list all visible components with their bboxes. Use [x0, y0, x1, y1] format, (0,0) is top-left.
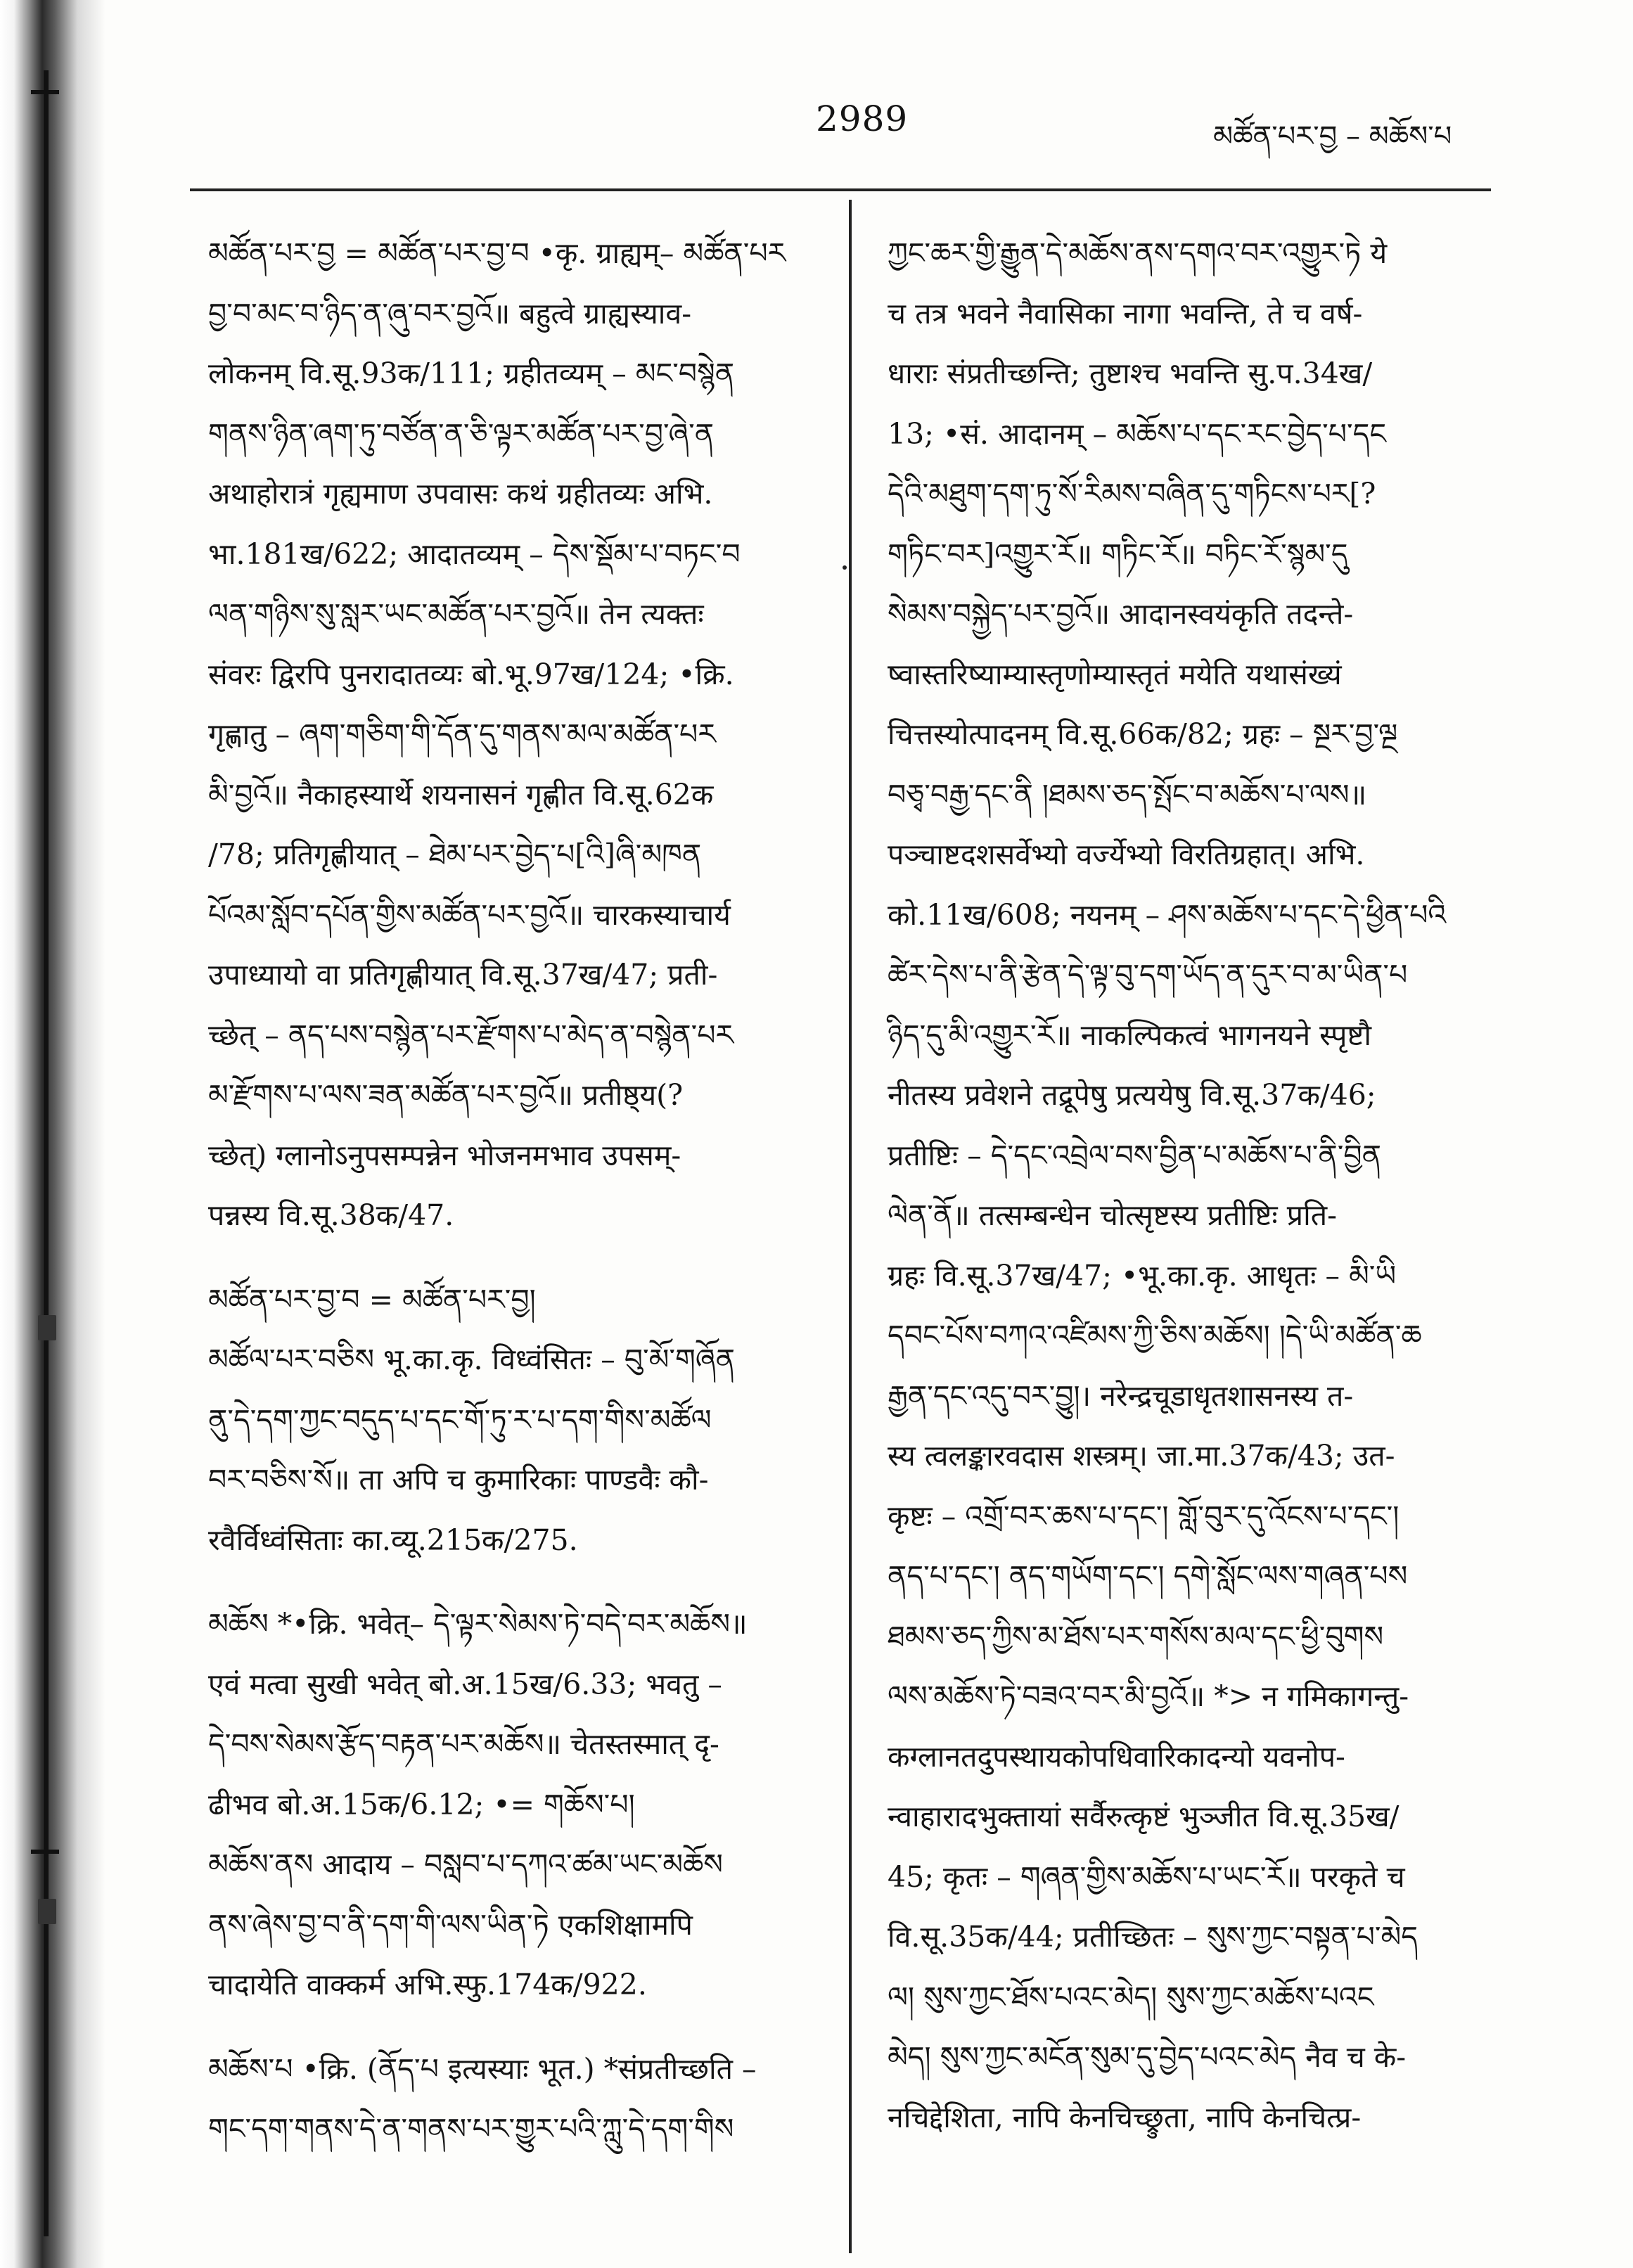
- entry-line: རྒྱན་དང་འདུ་བར་བྱུ།। नरेन्द्रचूडाधृतशासनस्य त-: [888, 1378, 1354, 1413]
- entry-line: पञ्चाष्टदशसर्वेभ्यो वर्ज्येभ्यो विरतिग्रहात्। अभि.: [888, 838, 1365, 871]
- entry-line: चादायेति वाक्कर्म अभि.स्फु.174क/922.: [208, 1968, 647, 2001]
- entry-line: མཚོན་པར་བྱ = མཚོན་པར་བྱ་བ •कृ. ग्राह्यम्– མཚོན་པར: [208, 236, 786, 270]
- entry-line: བར་བཅིས་སོ॥ ता अपि च कुमारिकाः पाण्डवैः कौ-: [208, 1463, 709, 1497]
- entry-line: ཉིད་དུ་མི་འགྱུར་རོ॥ नाकल्पिकत्वं भागनयने स्पृष्टौ: [888, 1018, 1371, 1052]
- entry-line: 45; कृतः – གཞན་གྱིས་མཆོས་པ་ཡང་རོ॥ परकृते च: [888, 1859, 1405, 1894]
- entry-line: नीतस्य प्रवेशने तद्रूपेषु प्रत्ययेषु वि.सू.37क/46;: [888, 1078, 1376, 1112]
- entry-line: ཀྱང་ཆར་གྱི་རྒྱུན་དེ་མཆོས་ནས་དགའ་བར་འགྱུར་ཏེ ये: [888, 236, 1388, 270]
- entry-line: ग्रहः वि.सू.37ख/47; •भू.का.कृ. आधृतः – མི་ཡི: [888, 1258, 1397, 1293]
- left-column: [208, 224, 841, 2160]
- entry-mtshon-par-bya: [208, 224, 841, 1246]
- entry-line: न्वाहारादभुक्तायां सर्वैरुत्कृष्टं भुञ्जीत वि.सू.35ख/: [888, 1800, 1400, 1833]
- entry-line: ཚེར་དེས་པ་ནི་རྩེན་དེ་ལྟ་བུ་དག་ཡོད་ན་དུར་བ་མ་ཡིན་པ: [888, 958, 1408, 992]
- entry-line: པོའམ་སློབ་དཔོན་གྱིས་མཚོན་པར་བྱའོ॥ चारकस्याचार्य: [208, 897, 731, 932]
- entry-line: དེ་བས་སེམས་རྩོད་བརྟན་པར་མཆོས॥ चेतस्तस्मात् दृ-: [208, 1727, 719, 1761]
- entry-line: ནས་ཞེས་བྱ་བ་ནི་དག་གི་ལས་ཡིན་ཏེ एकशिक्षामपि: [208, 1907, 693, 1942]
- entry-line: མ་རྫོགས་པ་ལས་ཟན་མཚོན་པར་བྱའོ॥ प्रतीष्ठ्य(?: [208, 1078, 684, 1112]
- entry-line: ལན་གཉིས་སུ་སླར་ཡང་མཚོན་པར་བྱའོ॥ तेन त्यक्तः: [208, 597, 704, 631]
- entry-line: चित्तस्योत्पादनम् वि.सू.66क/82; ग्रहः – སྔར་བྱ་ལྔ: [888, 717, 1398, 751]
- entry-line: ནད་པ་དང་། ནད་གཡོག་དང་། དགེ་སློང་ལས་གཞན་པས: [888, 1559, 1408, 1593]
- entry-line: མཚོན་པར་བྱ་བ = མཚོན་པར་བྱ།: [208, 1282, 536, 1316]
- stray-dot: [843, 565, 847, 570]
- entry-line: भा.181ख/622; आदातव्यम् – དེས་སྡོམ་པ་བཏང་བ: [208, 537, 741, 571]
- entry-line: पन्नस्य वि.सू.38क/47.: [208, 1198, 454, 1232]
- entry-line: ढीभव बो.अ.15क/6.12; •= གཆོས་པ།: [208, 1787, 635, 1821]
- entry-line: कृष्टः – འགྲོ་བར་ཆས་པ་དང་། གློ་བུར་དུ་འོངས་པ་དང་།: [888, 1499, 1400, 1533]
- entry-line: གནས་ཉིན་ཞག་ཏུ་བཙོན་ན་ཅི་ལྟར་མཚོན་པར་བྱ་ཞེ་ན: [208, 416, 715, 451]
- entry-line: /78; प्रतिगृह्णीयात् – ཐེམ་པར་བྱེད་པ[འི]ཞི་མཁན: [208, 838, 702, 871]
- entry-line: མཆོས་ནས आदाय – བསླབ་པ་དཀའ་ཚམ་ཡང་མཆོས: [208, 1847, 723, 1881]
- entry-mchos-pa: [208, 2039, 841, 2160]
- entry-line: ཐམས་ཅད་ཀྱིས་མ་ཐོས་པར་གསོས་མལ་དང་ཕྱི་བུགས: [888, 1619, 1384, 1653]
- entry-line: ལས་མཆོས་ཏེ་བཟའ་བར་མི་བྱའོ॥ *> न गमिकागन्तु-: [888, 1679, 1409, 1713]
- running-head: མཚོན་པར་བྱ – མཆོས་པ: [1213, 120, 1452, 153]
- entry-line: वि.सू.35क/44; प्रतीच्छितः – སུས་ཀྱང་བསྟན་པ་མེད: [888, 1920, 1419, 1954]
- entry-line: སེམས་བསྐྱེད་པར་བྱའོ॥ आदानस्वयंकृति तदन्ते-: [888, 597, 1354, 631]
- entry-line: མེད། སུས་ཀྱང་མངོན་སུམ་དུ་བྱེད་པའང་མེད नैव च के-: [888, 2040, 1407, 2074]
- entry-line: लोकनम् वि.सू.93क/111; ग्रहीतव्यम् – མང་བསྙེན: [208, 357, 735, 390]
- entry-mchos: [208, 1594, 841, 2016]
- entry-line: गृह्णातु – ཞག་གཅིག་གི་དོན་དུ་གནས་མལ་མཚོན་པར: [208, 717, 716, 751]
- binding-tick: [31, 1850, 59, 1854]
- page-number: 2989: [816, 98, 909, 139]
- entry-line: བྱ་བ་མང་བ་ཉིད་ན་ཞུ་བར་བྱའོ॥ बहुत्वे ग्राह्यस्याव-: [208, 296, 692, 331]
- entry-mtshol-par-bcis: [208, 1270, 841, 1571]
- right-column: [888, 224, 1492, 2148]
- entry-line: ནུ་དེ་དག་ཀྱང་བདུད་པ་དང་གོ་ཏུ་ར་པ་དག་གིས་མཚོལ: [208, 1402, 712, 1437]
- entry-line: མཆོས་པ •क्रि. (ནོད་པ इत्यस्याः भूत.) *संप्रतीच्छति –: [208, 2051, 757, 2086]
- scan-binding-edge: [0, 0, 105, 2268]
- entry-line: उपाध्यायो वा प्रतिगृह्णीयात् वि.सू.37ख/47; प्रती-: [208, 958, 718, 992]
- header-rule: [190, 188, 1491, 191]
- entry-line: ལེན་ནོ॥ तत्सम्बन्धेन चोत्सृष्टस्य प्रतीष्टिः प्रति-: [888, 1198, 1337, 1232]
- entry-line: रवैर्विध्वंसिताः का.व्यू.215क/275.: [208, 1523, 578, 1557]
- entry-line: धाराः संप्रतीच्छन्ति; तुष्टाश्च भवन्ति सु.प.34ख/: [888, 357, 1373, 390]
- entry-line: གཏིང་བར]འགྱུར་རོ॥ གཏིང་རོ॥ བཏིང་རོ་སྙམ་དུ: [888, 537, 1348, 571]
- entry-line: प्रतीष्टिः – དེ་དང་འབྲེལ་བས་བྱིན་པ་མཆོས་པ་ནི་བྱིན: [888, 1138, 1381, 1172]
- entry-line: च्छेत्) ग्लानोऽनुपसम्पन्नेन भोजनमभाव उपसम्-: [208, 1138, 681, 1172]
- entry-line: 13; •सं. आदानम् – མཆོས་པ་དང་རང་བྱེད་པ་དང: [888, 416, 1386, 451]
- entry-line: བཅྭ་བརྒྱ་དང་ནི །ཐམས་ཅད་སྤོང་བ་མཆོས་པ་ལས॥: [888, 777, 1367, 812]
- binding-mark: [38, 1315, 56, 1340]
- entry-line: एवं मत्वा सुखी भवेत् बो.अ.15ख/6.33; भवतु –: [208, 1667, 722, 1701]
- entry-line: མཆོས *•क्रि. भवेत्– དེ་ལྟར་སེམས་ཏེ་བདེ་བར་མཆོས॥: [208, 1607, 748, 1641]
- entry-line: གང་དག་གནས་དེ་ན་གནས་པར་གྱུར་པའི་ཀླུ་དེ་དག་གིས: [208, 2112, 734, 2146]
- binding-tick: [31, 90, 59, 94]
- entry-line: नचिद्देशिता, नापि केनचिच्छ्रुता, नापि केनचित्प्र-: [888, 2100, 1362, 2134]
- entry-line: ལ། སུས་ཀྱང་ཐོས་པའང་མེད། སུས་ཀྱང་མཆོས་པའང: [888, 1980, 1374, 2014]
- entry-line: མི་བྱའོ॥ नैकाहस्यार्थे शयनासनं गृह्णीत वि.सू.62क: [208, 777, 714, 812]
- entry-line: དབང་པོས་བཀའ་འཛིམས་ཀྱི་ཅིས་མཆོས། །དེ་ཡི་མཚོན་ཆ: [888, 1319, 1422, 1352]
- entry-line: ष्वास्तरिष्याम्यास्तृणोम्यास्तृतं मयेति यथासंख्यं: [888, 657, 1342, 691]
- entry-line: དེའི་མཐུག་དག་ཏུ་སོ་རིམས་བཞིན་དུ་གཏིངས་པར[?: [888, 477, 1376, 511]
- entry-line: संवरः द्विरपि पुनरादातव्यः बो.भू.97ख/124; •क्रि.: [208, 657, 734, 691]
- binding-mark: [38, 1899, 56, 1924]
- column-divider: [849, 200, 852, 2253]
- entry-line: स्य त्वलङ्कारवदास शस्त्रम्। जा.मा.37क/43; उत-: [888, 1439, 1395, 1473]
- entry-line: को.11ख/608; नयनम् – ཤས་མཆོས་པ་དང་དེ་ཕྱིན་པའི: [888, 897, 1447, 932]
- entry-line: कग्लानतदुपस्थायकोपधिवारिकादन्यो यवनोप-: [888, 1739, 1345, 1774]
- entry-line: अथाहोरात्रं गृह्यमाण उपवासः कथं ग्रहीतव्यः अभि.: [208, 477, 713, 511]
- entry-line: च्छेत् – ནད་པས་བསྙེན་པར་རྫོགས་པ་མེད་ན་བསྙེན་པར: [208, 1018, 734, 1052]
- entry-line: च तत्र भवने नैवासिका नागा भवन्ति, ते च वर्ष-: [888, 296, 1363, 331]
- entry-line: མཚོལ་པར་བཅིས भू.का.कृ. विध्वंसितः – བུ་མོ་གཞོན: [208, 1343, 735, 1376]
